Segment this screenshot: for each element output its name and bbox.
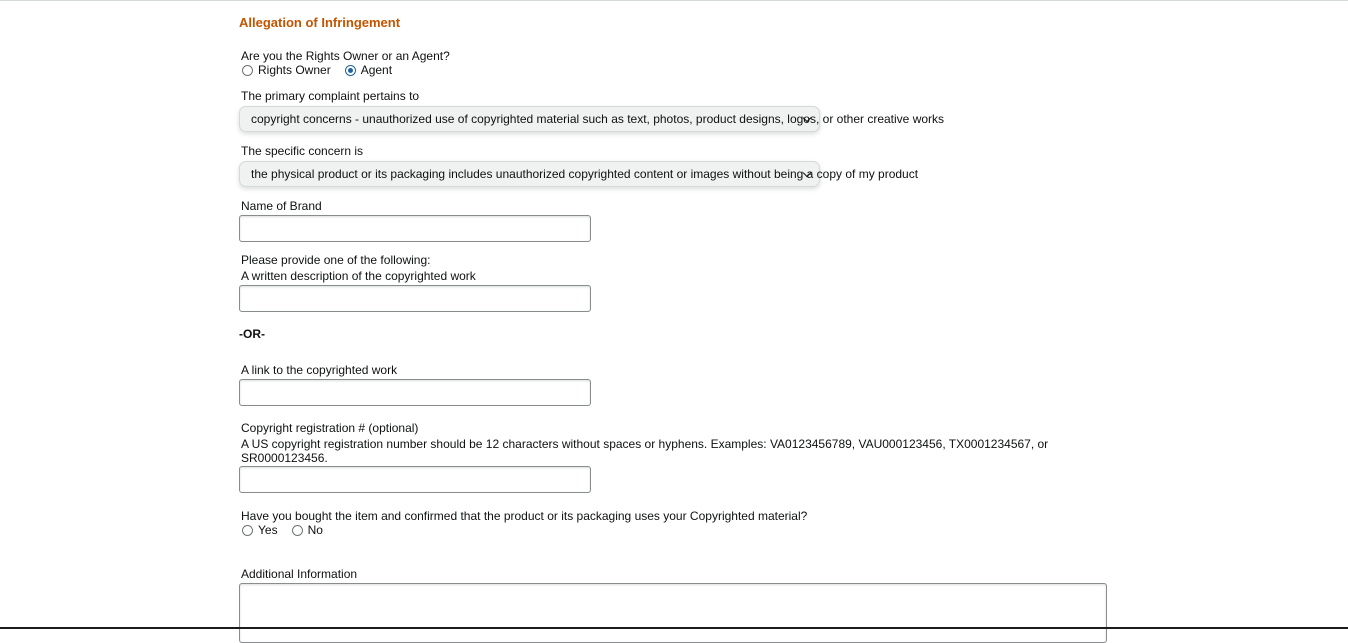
radio-agent[interactable] bbox=[345, 63, 392, 78]
description-input[interactable] bbox=[239, 285, 591, 312]
role-radio-group bbox=[242, 63, 406, 78]
registration-label: Copyright registration # (optional) bbox=[241, 421, 419, 435]
radio-yes[interactable] bbox=[242, 523, 278, 538]
link-label: A link to the copyrighted work bbox=[241, 363, 398, 377]
radio-yes-label: Yes bbox=[258, 523, 278, 537]
primary-complaint-label: The primary complaint pertains to bbox=[241, 89, 420, 103]
radio-rights-owner-label: Rights Owner bbox=[258, 63, 331, 77]
registration-help-line2: SR0000123456. bbox=[241, 451, 328, 465]
radio-agent-label: Agent bbox=[360, 63, 393, 77]
radio-yes-circle[interactable] bbox=[242, 525, 253, 536]
brand-label: Name of Brand bbox=[241, 199, 322, 213]
registration-input[interactable] bbox=[239, 466, 591, 493]
radio-rights-owner-circle[interactable] bbox=[242, 65, 253, 76]
primary-complaint-select[interactable] bbox=[239, 106, 945, 132]
link-input[interactable] bbox=[239, 379, 591, 406]
provide-one-intro: Please provide one of the following: bbox=[241, 253, 431, 267]
brand-input[interactable] bbox=[239, 215, 591, 242]
additional-info-label: Additional Information bbox=[241, 567, 358, 581]
radio-no-label: No bbox=[307, 523, 323, 537]
purchase-question-label: Have you bought the item and confirmed that the product or its packaging uses your Copyrighted material? bbox=[241, 509, 808, 523]
primary-complaint-value: copyright concerns - unauthorized use of copyrighted material such as text, photos, product designs, logos, or other creative works bbox=[251, 112, 945, 126]
registration-help-line1: A US copyright registration number should be 12 characters without spaces or hyphens. Examples: VA0123456789, VAU000123456, TX0001234567, or bbox=[241, 437, 1049, 451]
radio-rights-owner[interactable] bbox=[242, 63, 331, 78]
radio-agent-circle[interactable] bbox=[345, 65, 356, 76]
purchase-radio-group bbox=[242, 523, 337, 538]
or-separator: -OR- bbox=[239, 327, 265, 341]
specific-concern-select[interactable] bbox=[239, 161, 919, 187]
description-label: A written description of the copyrighted work bbox=[241, 269, 476, 283]
additional-info-textarea[interactable] bbox=[239, 583, 1107, 643]
bottom-divider bbox=[0, 627, 1348, 629]
radio-no-circle[interactable] bbox=[292, 525, 303, 536]
section-title: Allegation of Infringement bbox=[239, 15, 401, 30]
radio-no[interactable] bbox=[292, 523, 323, 538]
role-question-label: Are you the Rights Owner or an Agent? bbox=[241, 49, 450, 63]
specific-concern-value: the physical product or its packaging includes unauthorized copyrighted content or images without being a copy of my product bbox=[251, 167, 919, 181]
specific-concern-label: The specific concern is bbox=[241, 144, 364, 158]
